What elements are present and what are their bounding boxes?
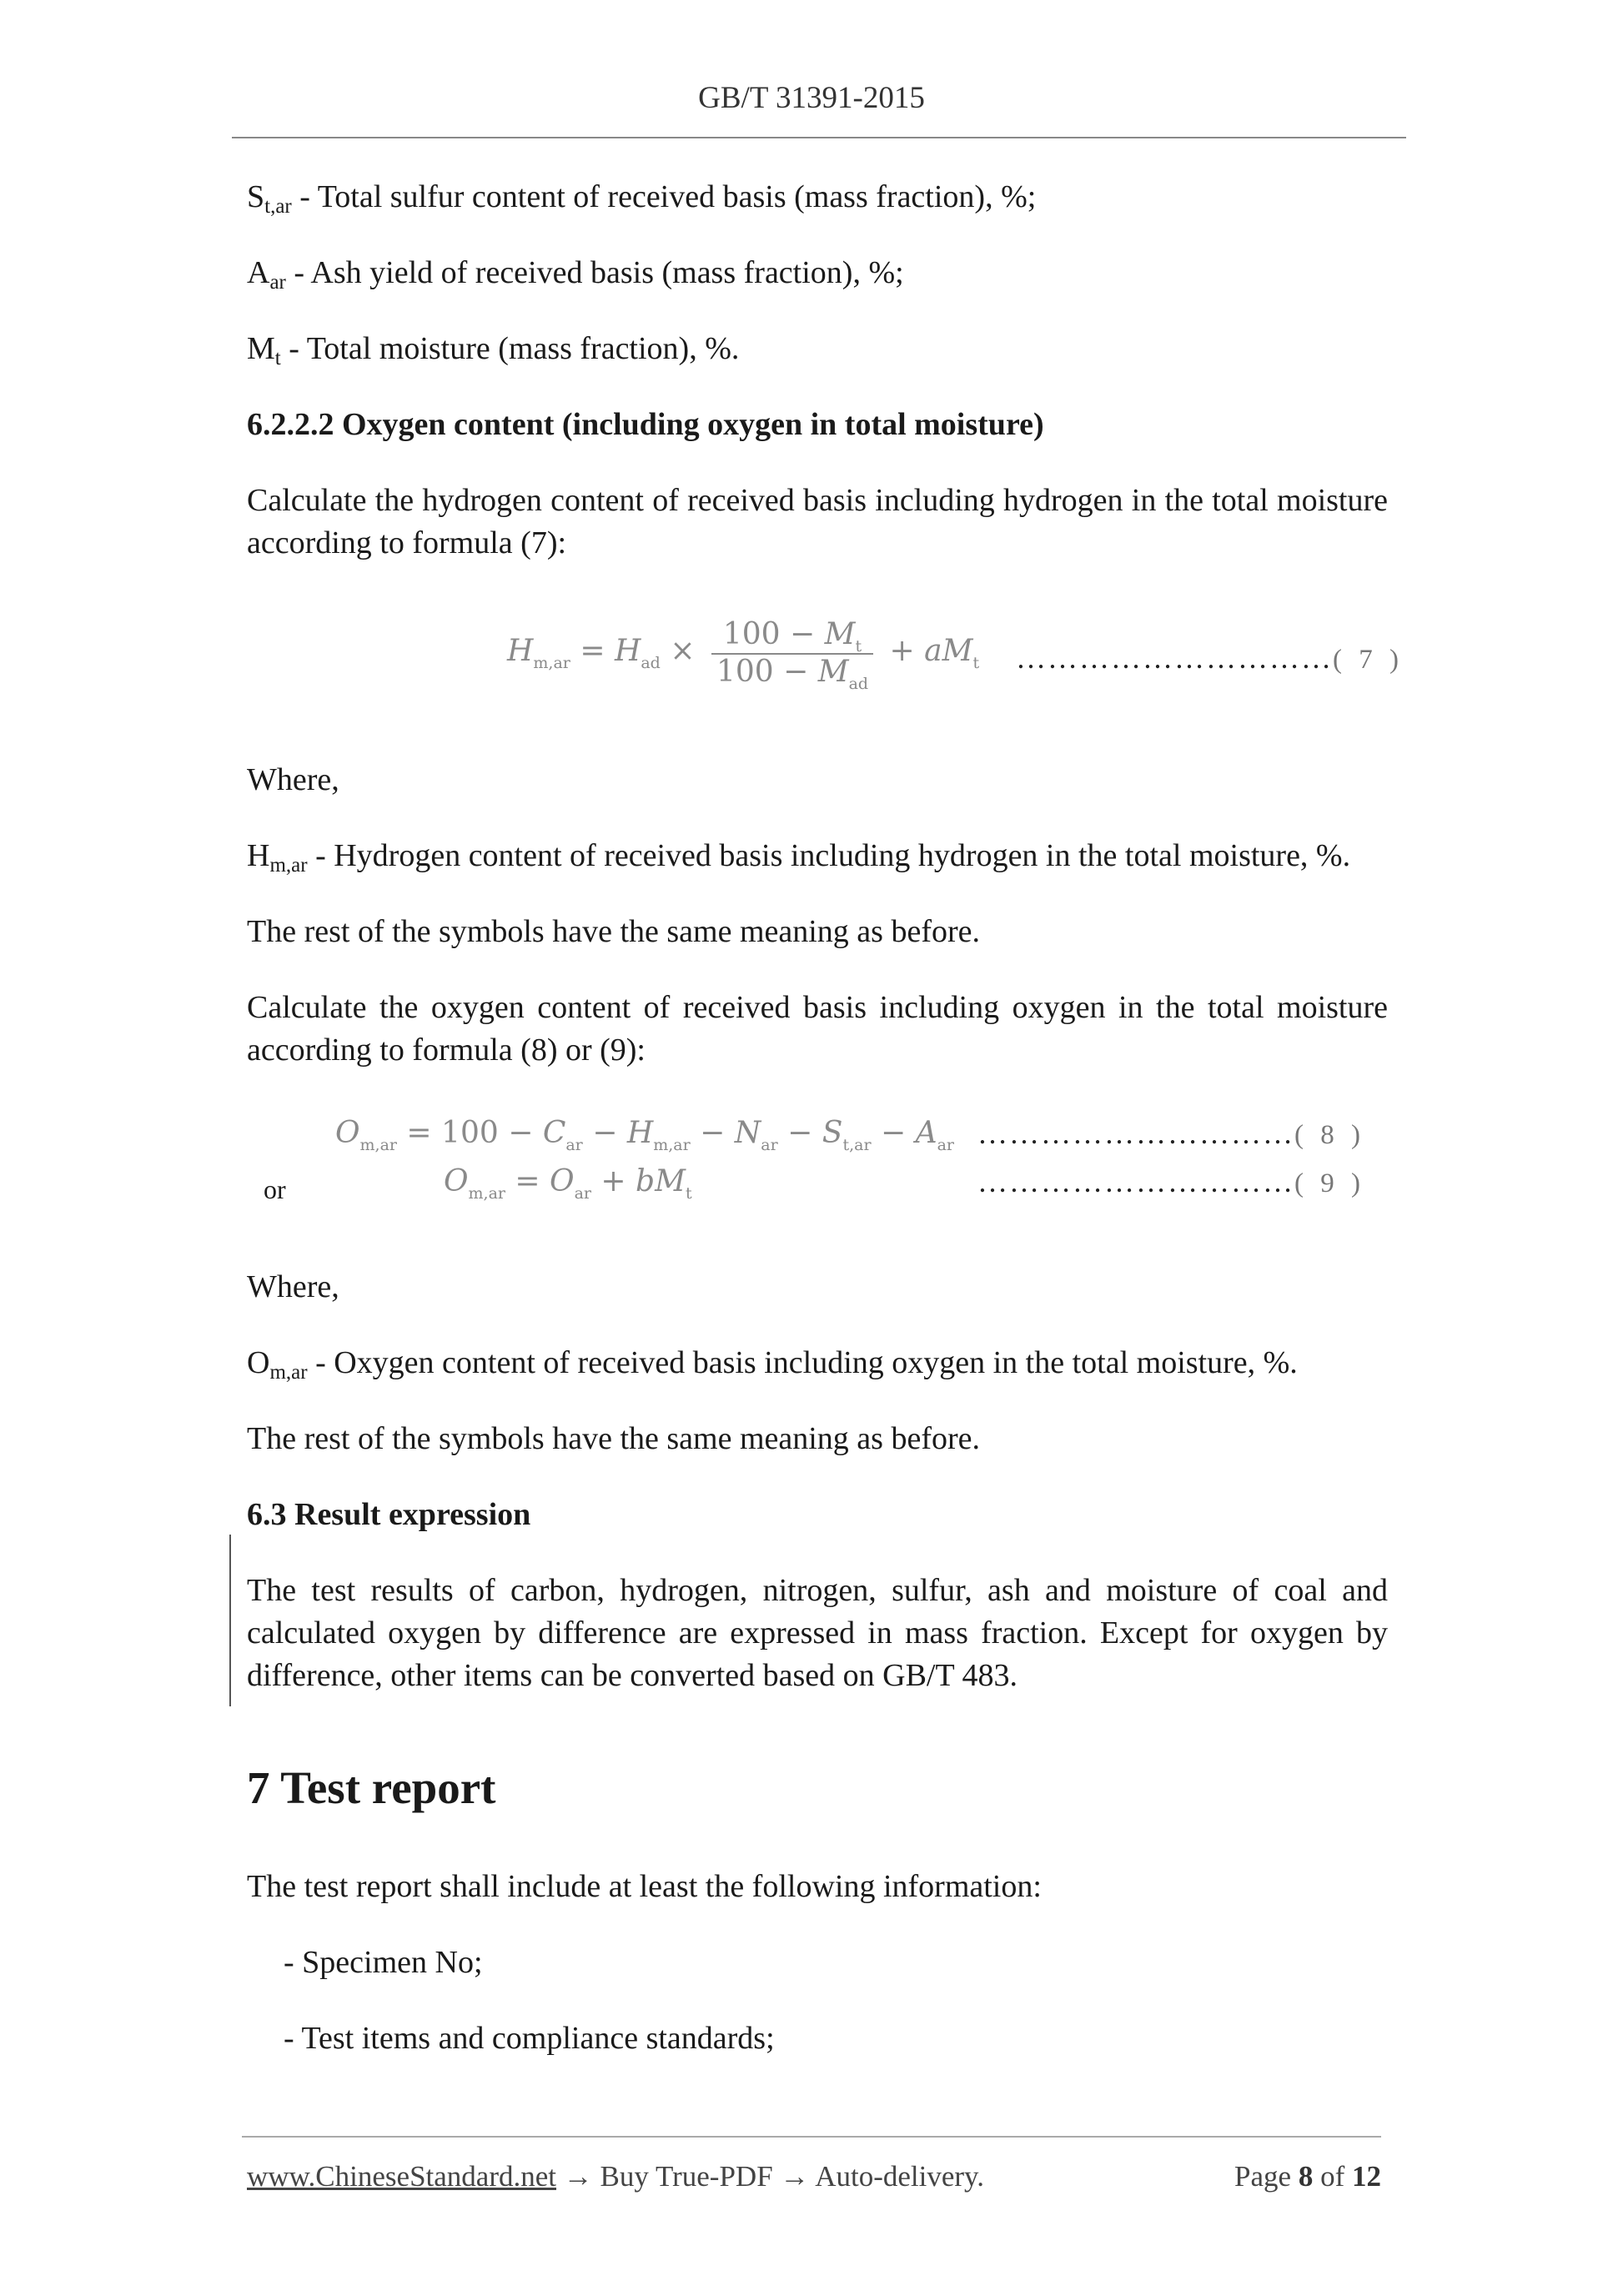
- formula-8-number: [977, 1116, 1365, 1151]
- page-number: 8: [1298, 2160, 1314, 2193]
- section-6-3-body: The test results of carbon, hydrogen, nitrogen, sulfur, ash and moisture of coal and calculated oxygen by difference are expressed in mass fraction. Except for oxygen by difference, other items can be converted based on GB/T 483.: [247, 1573, 1388, 1693]
- page-label: Page: [1234, 2160, 1299, 2193]
- times-sign: ×: [670, 634, 696, 668]
- formula-subscript: ad: [641, 654, 661, 672]
- definition-text: - Hydrogen content of received basis including hydrogen in the total moisture, %.: [307, 838, 1351, 873]
- symbol: M: [247, 331, 275, 366]
- plus-sign: +: [889, 634, 915, 668]
- definition-sulfur: [247, 176, 1388, 219]
- formula-8: $O_{m,ar} = 100 - C_{ar} - H_{m,ar} - N_{ar} - S_{t,ar} - A_{ar}$: [335, 1116, 955, 1154]
- list-item: - Specimen No;: [284, 1945, 483, 1980]
- section-heading-7: 7 Test report: [247, 1762, 496, 1813]
- equation-number: ( 9 ): [1294, 1168, 1365, 1198]
- formula-subscript: t: [972, 654, 980, 672]
- equation-number: ( 8 ): [1294, 1120, 1365, 1150]
- definition-text: - Total moisture (mass fraction), %.: [280, 331, 740, 366]
- section-heading-6-2-2-2: 6.2.2.2 Oxygen content (including oxygen in total moisture): [247, 407, 1044, 442]
- symbol-subscript: m,ar: [269, 854, 308, 877]
- formula-9-number: [977, 1164, 1365, 1199]
- formula-9: $O_{m,ar} = O_{ar} + bM_t$: [444, 1164, 692, 1203]
- definition-text: - Ash yield of received basis (mass fraction), %;: [285, 255, 904, 290]
- leader-dots: …………………………: [977, 1165, 1294, 1198]
- definition-oxygen: [247, 1342, 1388, 1384]
- leader-dots: …………………………: [977, 1117, 1294, 1150]
- formula-7-intro: Calculate the hydrogen content of received basis including hydrogen in the total moisture according to formula (7):: [247, 483, 1388, 560]
- symbol: A: [247, 255, 270, 290]
- footer-left: [247, 2160, 984, 2193]
- where-label: Where,: [247, 762, 339, 797]
- definition-text: - Total sulfur content of received basis (mass fraction), %;: [291, 179, 1037, 214]
- change-bar: [229, 1535, 231, 1706]
- symbol: H: [247, 838, 270, 873]
- symbol-subscript: ar: [269, 271, 286, 294]
- of-label: of: [1313, 2160, 1352, 2193]
- formula-symbol: H: [507, 634, 534, 668]
- symbol-subscript: m,ar: [269, 1361, 308, 1384]
- formula-subscript: m,ar: [533, 654, 570, 672]
- equals-sign: =: [580, 634, 605, 668]
- definition-text: - Oxygen content of received basis including oxygen in the total moisture, %.: [307, 1345, 1298, 1380]
- symbol: O: [247, 1345, 270, 1380]
- fraction-denominator: $100 - M_{ad}$: [716, 655, 869, 693]
- header-divider: [232, 137, 1406, 138]
- symbol-subscript: t: [274, 347, 281, 369]
- formula-symbol: H: [614, 634, 641, 668]
- formula-8-intro: Calculate the oxygen content of received basis including oxygen in the total moisture according to formula (8) or (9):: [247, 990, 1388, 1068]
- rest-symbols-note: The rest of the symbols have the same meaning as before.: [247, 1421, 980, 1456]
- or-label: or: [264, 1174, 286, 1204]
- equation-number: ( 7 ): [1333, 645, 1404, 675]
- test-report-intro: The test report shall include at least the following information:: [247, 1869, 1042, 1904]
- symbol-subscript: t,ar: [264, 195, 292, 218]
- list-item: - Test items and compliance standards;: [284, 2021, 775, 2056]
- footer-divider: [242, 2136, 1381, 2138]
- website-link[interactable]: www.ChineseStandard.net: [247, 2160, 556, 2193]
- document-header: GB/T 31391-2015: [698, 81, 925, 115]
- rest-symbols-note: The rest of the symbols have the same meaning as before.: [247, 914, 980, 949]
- leader-dots: …………………………: [1016, 641, 1333, 675]
- section-heading-6-3: 6.3 Result expression: [247, 1497, 531, 1532]
- formula-symbol: aM: [924, 634, 973, 668]
- definition-moisture: [247, 328, 1388, 370]
- formula-7-number: [1016, 641, 1404, 676]
- page-total: 12: [1352, 2160, 1381, 2193]
- where-label: Where,: [247, 1269, 339, 1304]
- footer-tagline: → Buy True-PDF → Auto-delivery.: [556, 2160, 985, 2193]
- formula-7: [507, 617, 980, 693]
- page-indicator: [1201, 2160, 1381, 2193]
- definition-ash: [247, 252, 1388, 294]
- definition-hydrogen: [247, 835, 1388, 877]
- formula-fraction: [711, 617, 873, 693]
- symbol: S: [247, 179, 265, 214]
- fraction-numerator: $100 - M_t$: [711, 617, 873, 655]
